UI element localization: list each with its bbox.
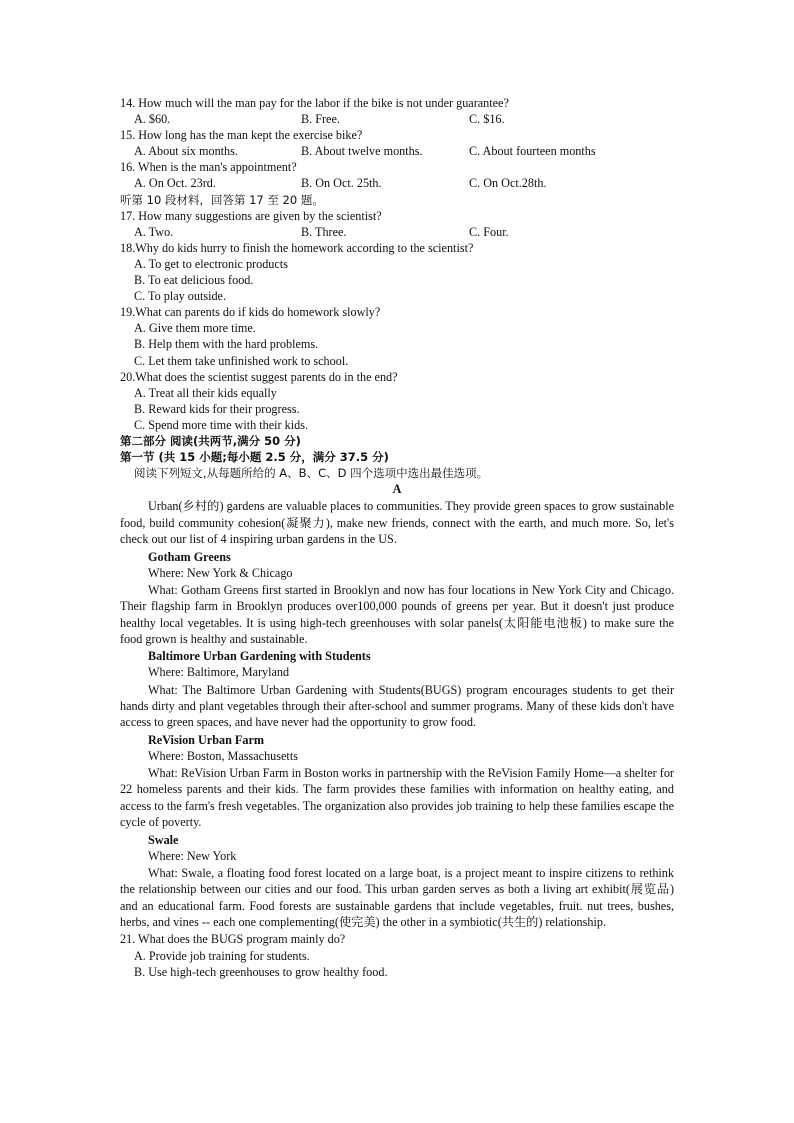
passage-label: A [392,482,402,497]
garden-where: Where: Boston, Massachusetts [148,748,298,763]
garden-what: What: Gotham Greens first started in Brooklyn and now has four locations in New York City and Chicago. Their flagship farm in Brooklyn produces over100,000 pounds of greens per year. But it doesn't just produce healthy local vegetables. It is using high-tech greenhouses with solar panels(太阳能电池板) to make sure the food grown is healthy and sustainable. [120,582,674,646]
option-b: B. To eat delicious food. [134,273,254,288]
garden-name: ReVision Urban Farm [148,732,265,747]
question-16-options [120,175,674,191]
option-b: B. Reward kids for their progress. [134,401,300,416]
option-a: A. To get to electronic products [134,256,288,271]
option-a: A. $60. [134,112,171,127]
question-18-stem: 18.Why do kids hurry to finish the homework according to the scientist? [120,240,474,255]
garden-where: Where: Baltimore, Maryland [148,665,290,680]
question-14-options [120,111,674,127]
question-17-options [120,224,674,240]
garden-what: What: Swale, a floating food forest located on a large boat, is a project meant to inspire citizens to rethink the relationship between our cities and our food. This urban garden serves as both a living art exhibit(展览品) and an educational farm. Food forests are sustainable gardens that include vegetables, fruit. nut trees, bushes, herbs, and vines -- each one complementing(使完美) the other in a symbiotic(共生的) relationship. [120,865,674,929]
question-19-stem: 19.What can parents do if kids do homework slowly? [120,305,381,320]
option-a: A. Provide job training for students. [134,948,310,963]
option-c: C. About fourteen months [469,144,596,159]
option-c: C. On Oct.28th. [469,176,547,191]
question-21-stem: 21. What does the BUGS program mainly do? [120,932,346,947]
exam-page [120,95,674,980]
garden-name: Swale [148,832,179,847]
garden-name: Gotham Greens [148,549,231,564]
reading-instruction: 阅读下列短文,从每题所给的 A、B、C、D 四个选项中选出最佳选项。 [134,466,489,481]
option-c: C. Spend more time with their kids. [134,417,308,432]
garden-where: Where: New York [148,848,237,863]
option-a: A. On Oct. 23rd. [134,176,216,191]
option-a: A. Give them more time. [134,321,256,336]
question-17-stem: 17. How many suggestions are given by the scientist? [120,208,382,223]
option-c: C. To play outside. [134,289,227,304]
option-b: B. Help them with the hard problems. [134,337,319,352]
material-10-instruction: 听第 10 段材料，回答第 17 至 20 题。 [120,192,324,207]
option-a: A. About six months. [134,144,238,159]
option-b: B. Free. [301,112,340,127]
option-b: B. Three. [301,224,347,239]
option-b: B. Use high-tech greenhouses to grow healthy food. [134,964,388,979]
section-one-title: 第一节 (共 15 小题;每小题 2.5 分，满分 37.5 分) [120,450,389,465]
passage-intro: Urban(乡村的) gardens are valuable places to communities. They provide green spaces to grow sustainable food, build community cohesion(凝聚力), make new friends, connect with the earth, and much more. So, let's check out our list of 4 inspiring urban gardens in the US. [120,499,674,547]
garden-what: What: ReVision Urban Farm in Boston works in partnership with the ReVision Family Home—a shelter for 22 homeless parents and their kids. The farm provides these families with information on healthy eating, and access to the farm's fresh vegetables. The organization also provides job training to help these families escape the cycle of poverty. [120,765,674,830]
garden-what: What: The Baltimore Urban Gardening with Students(BUGS) program encourages students to get their hands dirty and plant vegetables through their after-school and summer programs. Many of these kids don't have access to green spaces, and have never had the opportunity to grow food. [120,682,674,730]
option-a: A. Two. [134,224,174,239]
question-15-options [120,143,674,159]
question-16-stem: 16. When is the man's appointment? [120,160,297,175]
question-14-stem: 14. How much will the man pay for the labor if the bike is not under guarantee? [120,96,509,110]
option-c: C. $16. [469,112,505,127]
option-b: B. About twelve months. [301,144,423,159]
question-15-stem: 15. How long has the man kept the exercise bike? [120,128,363,143]
part-two-title: 第二部分 阅读(共两节,满分 50 分) [120,433,301,448]
option-b: B. On Oct. 25th. [301,176,382,191]
option-c: C. Let them take unfinished work to school. [134,353,349,368]
garden-name: Baltimore Urban Gardening with Students [148,649,371,664]
option-c: C. Four. [469,224,509,239]
question-20-stem: 20.What does the scientist suggest parents do in the end? [120,369,398,384]
option-a: A. Treat all their kids equally [134,385,277,400]
garden-where: Where: New York & Chicago [148,565,293,580]
